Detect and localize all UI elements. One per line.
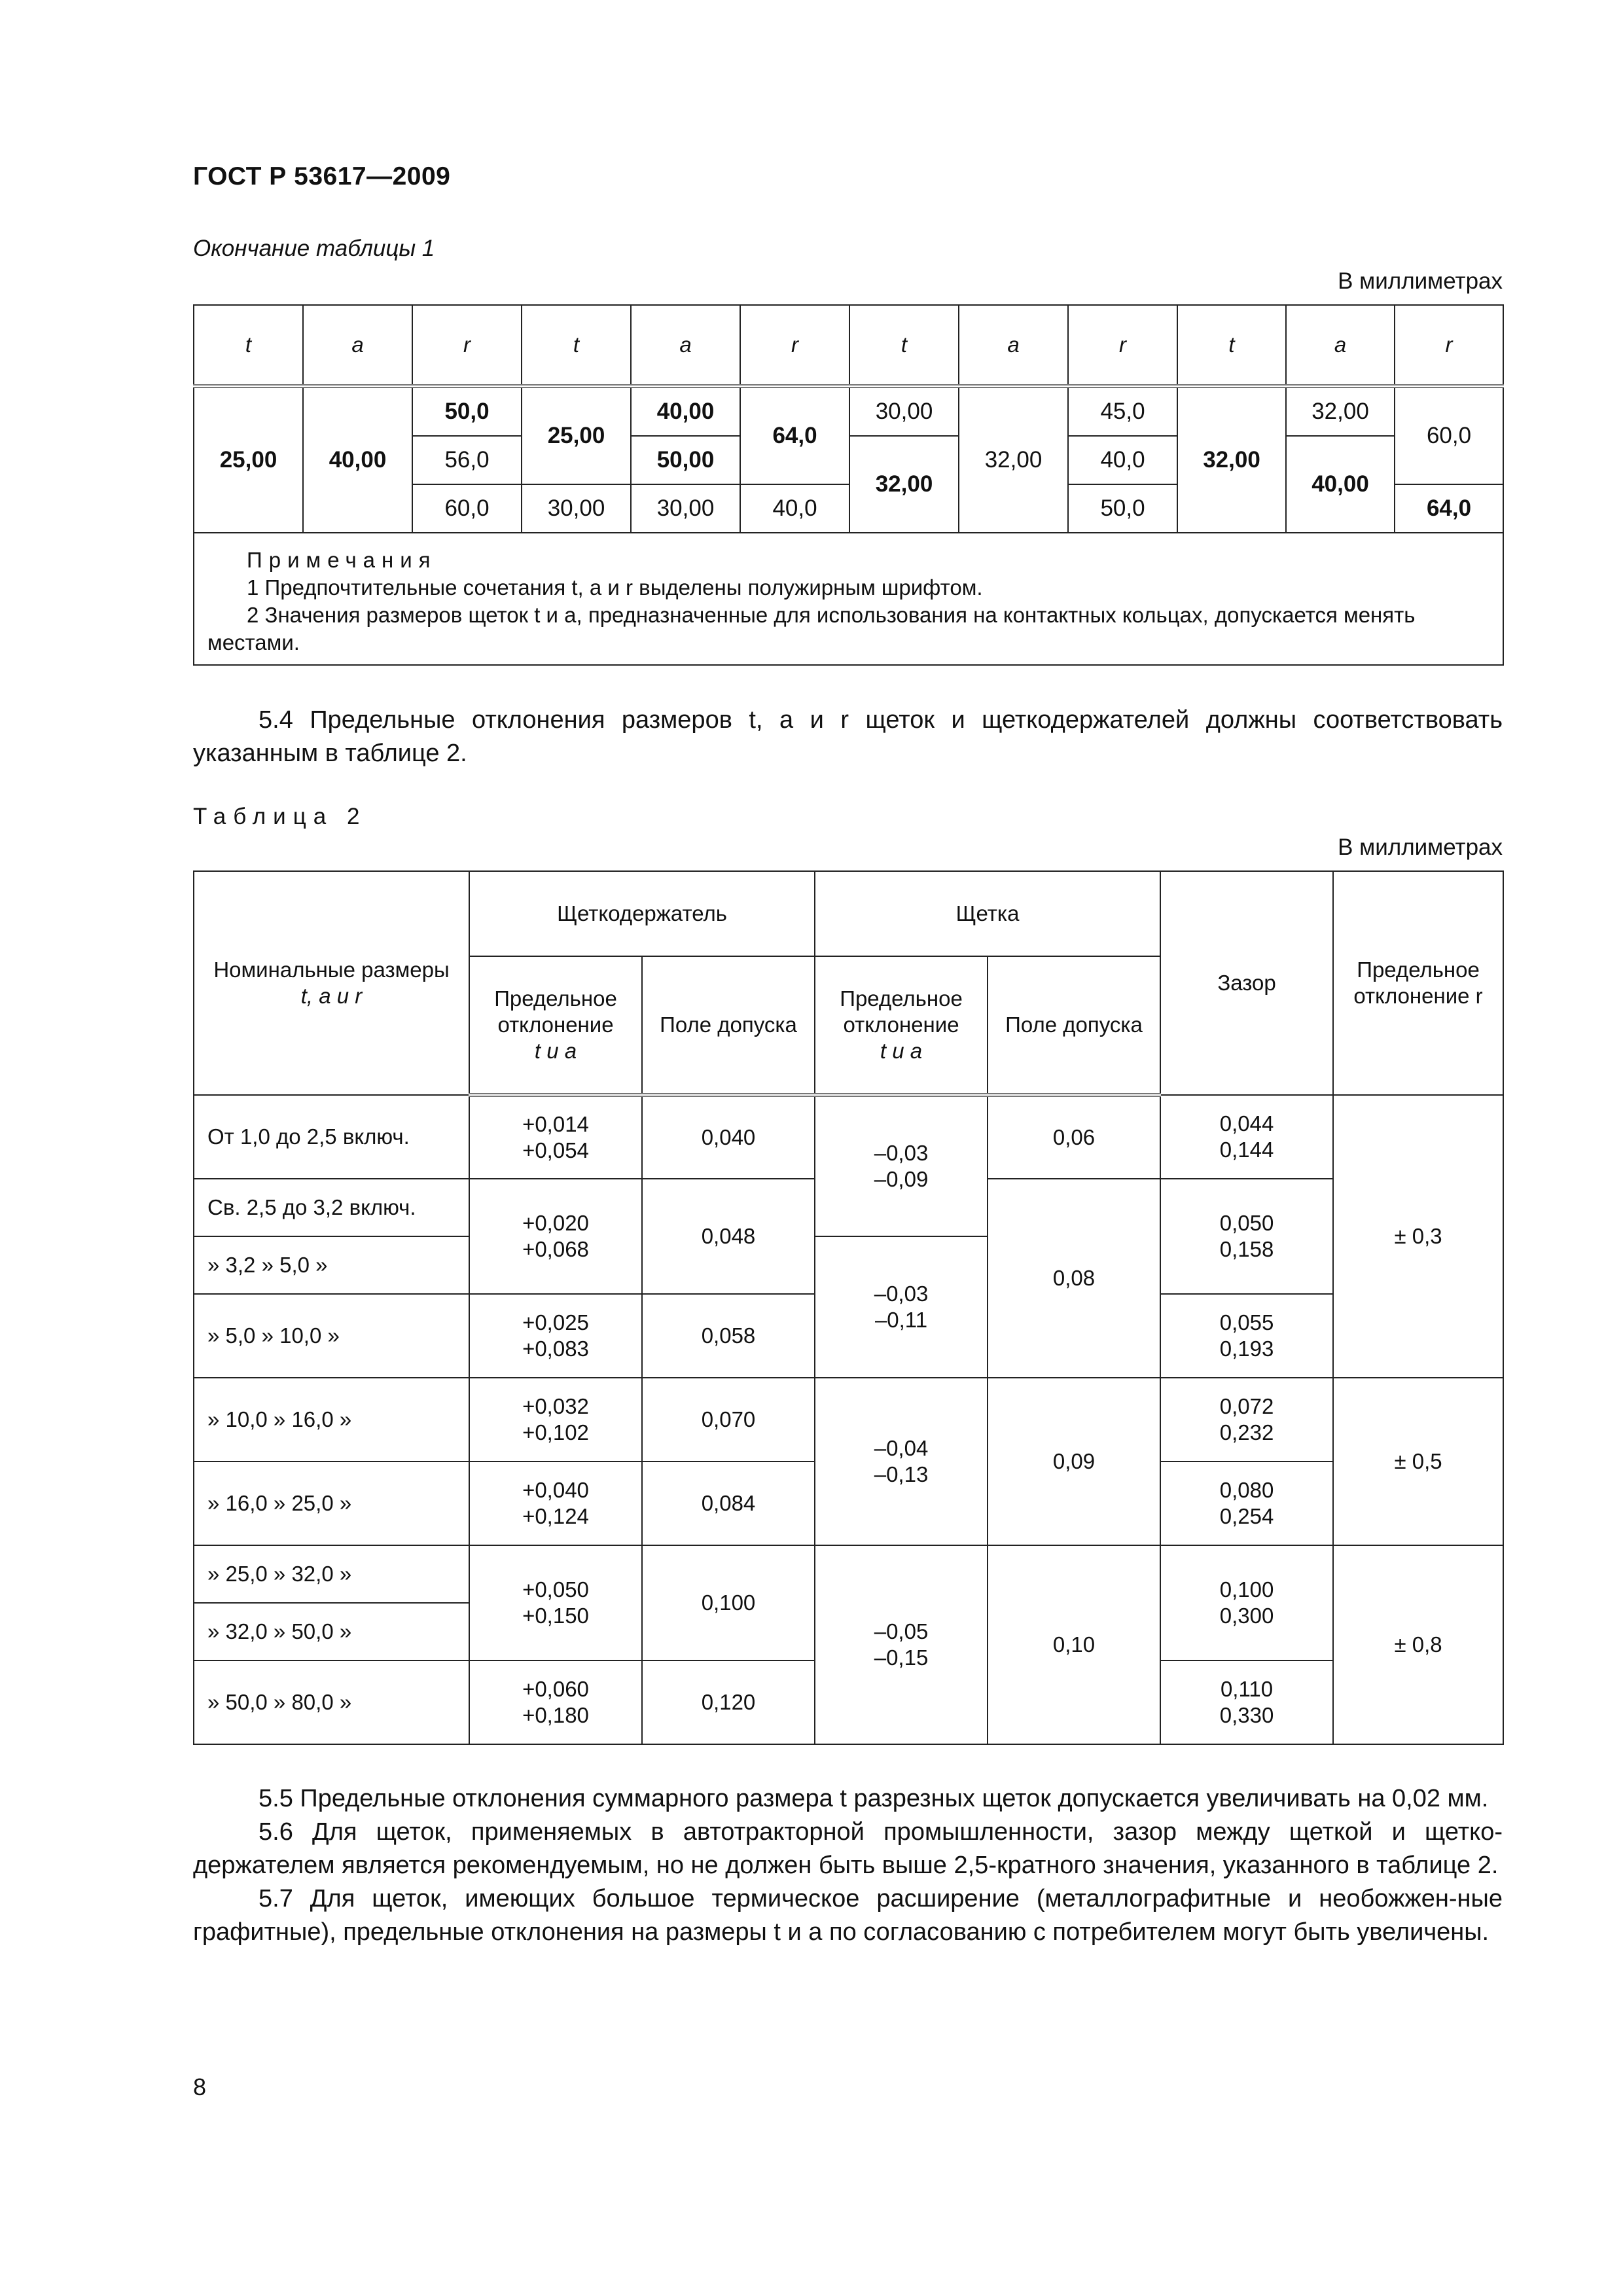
value: +0,032 [522,1394,589,1418]
value: 0,100 [1219,1577,1274,1602]
table1-cell: 40,0 [1068,436,1177,484]
table1-cell: 64,0 [1395,484,1503,533]
nominal-cell: » 16,0 » 25,0 » [194,1462,469,1545]
document-header: ГОСТ Р 53617—2009 [193,162,451,190]
holder-dev-cell [469,1095,642,1179]
value: +0,102 [522,1420,589,1444]
value: –0,04 [874,1436,929,1460]
value: +0,083 [522,1336,589,1361]
header-nominal-sub: t, a и r [300,984,363,1008]
table1-row [194,386,1503,436]
table2-header-row [194,871,1503,956]
header-dev-label: Предельное отклонение [494,986,617,1037]
table1-cell: 32,00 [959,386,1068,533]
table1-units: В миллиметрах [1338,268,1503,294]
table2-header-dev-r: Предельное отклонение r [1333,871,1503,1095]
table1-header-cell: t [1177,305,1286,386]
paragraph-5-7 [193,1882,1503,1949]
table1-cell: 50,00 [631,436,740,484]
gap-cell [1160,1179,1333,1294]
value: +0,020 [522,1211,589,1235]
value: –0,03 [874,1141,929,1165]
table2-header-brush-tol: Поле допуска [988,956,1160,1095]
table2-header-holder-dev [469,956,642,1095]
value: 0,158 [1219,1237,1274,1261]
table1-cell: 32,00 [1177,386,1286,533]
notes-title: Примечания [247,548,437,572]
value: 0,254 [1219,1504,1274,1528]
brush-dev-cell [815,1236,988,1378]
table1-cell: 25,00 [522,386,631,484]
table1-cell: 40,00 [1286,436,1395,533]
value: 0,055 [1219,1310,1274,1335]
holder-dev-cell [469,1462,642,1545]
paragraph-5-7-text: 5.7 Для щеток, имеющих большое термическое расширение (металлографитные и необожжен-ные графитные), предельные отклонения на размеры t и a по согласованию с потребителем могут быть увеличены. [193,1885,1503,1946]
value: 0,232 [1219,1420,1274,1444]
value: 0,050 [1219,1211,1274,1235]
holder-dev-cell [469,1179,642,1294]
value: –0,03 [874,1282,929,1306]
value: –0,05 [874,1619,929,1643]
paragraph-5-6 [193,1816,1503,1882]
table1-header-cell: a [631,305,740,386]
table1-header-cell: r [1068,305,1177,386]
note-1: 1 Предпочтительные сочетания t, a и r выделены полужирным шрифтом. [247,575,983,600]
value: 0,044 [1219,1111,1274,1136]
table1-cell: 30,00 [631,484,740,533]
holder-tol-cell: 0,070 [642,1378,815,1462]
value: +0,050 [522,1577,589,1602]
paragraph-5-4-text: 5.4 Предельные отклонения размеров t, a и r щеток и щеткодержателей должны соответствовать указанным в таблице 2. [193,706,1503,767]
table2-header-holder: Щеткодержатель [469,871,815,956]
table1-header-cell: t [849,305,959,386]
value: +0,054 [522,1138,589,1162]
gap-cell [1160,1378,1333,1462]
value: +0,060 [522,1677,589,1701]
paragraph-5-5 [193,1782,1503,1816]
note-2: 2 Значения размеров щеток t и a, предназначенные для использования на контактных кольцах, допускается менять местами. [207,603,1416,655]
value: +0,068 [522,1237,589,1261]
value: 0,072 [1219,1394,1274,1418]
nominal-cell: » 50,0 » 80,0 » [194,1660,469,1744]
table1-cell: 40,00 [303,386,412,533]
value: 0,144 [1219,1138,1274,1162]
table1-cell: 32,00 [849,436,959,533]
table1-header-cell: a [959,305,1068,386]
table1-cell: 40,0 [740,484,849,533]
nominal-cell: » 10,0 » 16,0 » [194,1378,469,1462]
table-row [194,1545,1503,1603]
table2 [193,870,1504,1745]
value: 0,193 [1219,1336,1274,1361]
table1-cell: 45,0 [1068,386,1177,436]
dev-r-cell: ± 0,5 [1333,1378,1503,1545]
value: +0,150 [522,1604,589,1628]
holder-dev-cell [469,1294,642,1378]
holder-dev-cell [469,1378,642,1462]
gap-cell [1160,1095,1333,1179]
nominal-cell: » 32,0 » 50,0 » [194,1603,469,1660]
table1-cell: 32,00 [1286,386,1395,436]
table2-header-holder-tol: Поле допуска [642,956,815,1095]
holder-tol-cell: 0,084 [642,1462,815,1545]
dev-r-cell: ± 0,8 [1333,1545,1503,1744]
table1-header-cell: a [1286,305,1395,386]
value: +0,124 [522,1504,589,1528]
table1-cell: 64,0 [740,386,849,484]
gap-cell [1160,1294,1333,1378]
table1 [193,304,1504,666]
table1-cell: 50,0 [1068,484,1177,533]
brush-tol-cell: 0,08 [988,1179,1160,1378]
holder-tol-cell: 0,048 [642,1179,815,1294]
table1-header-cell: t [522,305,631,386]
holder-dev-cell [469,1660,642,1744]
gap-cell [1160,1545,1333,1660]
paragraphs-5-5-to-5-7 [193,1782,1503,1949]
table2-header-brush: Щетка [815,871,1160,956]
value: +0,025 [522,1310,589,1335]
value: –0,15 [874,1645,929,1670]
nominal-cell: От 1,0 до 2,5 включ. [194,1095,469,1179]
paragraph-5-5-text: 5.5 Предельные отклонения суммарного размера t разрезных щеток допускается увеличивать на 0,02 мм. [259,1785,1489,1812]
table2-title: Таблица 2 [193,804,367,829]
header-dev-sub: t и a [880,1039,923,1063]
nominal-cell: » 25,0 » 32,0 » [194,1545,469,1603]
header-dev-sub: t и a [534,1039,577,1063]
table1-notes [194,533,1503,665]
brush-dev-cell [815,1095,988,1236]
value: –0,09 [874,1167,929,1191]
paragraph-5-6-text: 5.6 Для щеток, применяемых в автотракторной промышленности, зазор между щеткой и щетко-держателем является рекомендуемым, но не должен быть выше 2,5-кратного значения, указанного в таблице 2. [193,1818,1503,1879]
value: –0,11 [874,1308,928,1332]
holder-dev-cell [469,1545,642,1660]
page-number: 8 [193,2073,207,2100]
header-nominal-label: Номинальные размеры [213,958,450,982]
table1-cell: 56,0 [412,436,522,484]
table-row [194,1095,1503,1179]
value: +0,180 [522,1703,589,1727]
holder-tol-cell: 0,058 [642,1294,815,1378]
table1-header-cell: a [303,305,412,386]
table1-cell: 50,0 [412,386,522,436]
brush-tol-cell: 0,09 [988,1378,1160,1545]
dev-r-cell: ± 0,3 [1333,1095,1503,1378]
table1-cell: 60,0 [412,484,522,533]
holder-tol-cell: 0,120 [642,1660,815,1744]
table2-header-gap: Зазор [1160,871,1333,1095]
holder-tol-cell: 0,040 [642,1095,815,1179]
value: +0,014 [522,1112,589,1136]
table1-notes-row [194,533,1503,665]
gap-cell [1160,1660,1333,1744]
table2-header-nominal [194,871,469,1095]
brush-dev-cell [815,1378,988,1545]
brush-tol-cell: 0,10 [988,1545,1160,1744]
table1-continuation-label: Окончание таблицы 1 [193,236,435,261]
table1-header-cell: r [740,305,849,386]
nominal-cell: Св. 2,5 до 3,2 включ. [194,1179,469,1236]
table1-cell: 25,00 [194,386,303,533]
table1-header-cell: t [194,305,303,386]
table1-cell: 30,00 [522,484,631,533]
table1-header-cell: r [412,305,522,386]
table-row [194,1378,1503,1462]
header-dev-label: Предельное отклонение [840,986,963,1037]
nominal-cell: » 5,0 » 10,0 » [194,1294,469,1378]
paragraph-5-4 [193,704,1503,770]
nominal-cell: » 3,2 » 5,0 » [194,1236,469,1294]
table1-cell: 40,00 [631,386,740,436]
value: –0,13 [874,1462,929,1486]
value: 0,080 [1219,1478,1274,1502]
table2-units: В миллиметрах [1338,834,1503,860]
value: 0,300 [1219,1604,1274,1628]
brush-tol-cell: 0,06 [988,1095,1160,1179]
holder-tol-cell: 0,100 [642,1545,815,1660]
table1-cell: 30,00 [849,386,959,436]
table1-cell: 60,0 [1395,386,1503,484]
gap-cell [1160,1462,1333,1545]
table2-header-brush-dev [815,956,988,1095]
value: 0,330 [1219,1703,1274,1727]
value: +0,040 [522,1478,589,1502]
brush-dev-cell [815,1545,988,1744]
value: 0,110 [1220,1677,1274,1701]
table1-header-row [194,305,1503,386]
table1-header-cell: r [1395,305,1503,386]
